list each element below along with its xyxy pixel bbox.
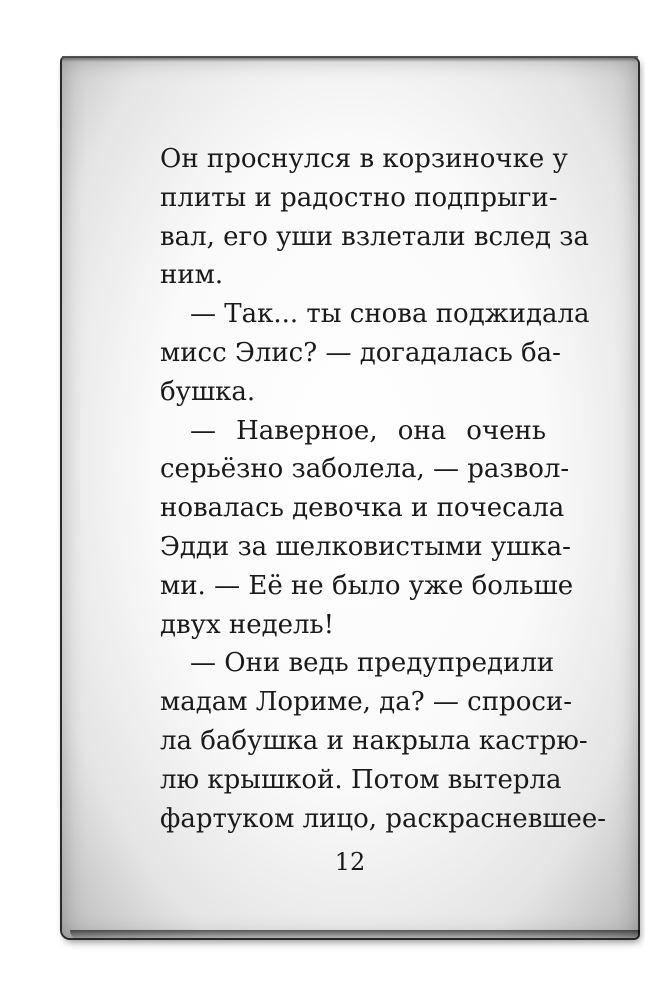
text-line: фартуком лицо, раскрасневшее- xyxy=(160,803,607,834)
paper-top-edge xyxy=(62,56,638,62)
text-line: мисс Элис? — догадалась ба- xyxy=(160,337,561,368)
text-line: Он проснулся в корзиночке у xyxy=(160,144,568,174)
text-line: — Они ведь предупредили xyxy=(190,648,555,679)
text-line: серьёзно заболела, — развол- xyxy=(160,454,570,485)
text-line: вал, его уши взлетали вслед за xyxy=(160,221,589,252)
text-line: ним. xyxy=(160,260,224,291)
text-line: бушка. xyxy=(160,376,256,407)
text-line: плиты и радостно подпрыги- xyxy=(160,182,558,213)
text-line: лю крышкой. Потом вытерла xyxy=(160,764,562,795)
text-line: новалась девочка и почесала xyxy=(160,493,565,524)
text-line: двух недель! xyxy=(160,609,335,640)
text-line: — Наверное, она очень xyxy=(190,415,546,446)
text-line: мадам Лориме, да? — спроси- xyxy=(160,687,573,718)
text-line: ми. — Её не было уже больше xyxy=(160,570,574,601)
paper-bottom-edge xyxy=(70,930,640,940)
text-line: — Так... ты снова поджидала xyxy=(190,299,590,330)
text-line: ла бабушка и накрыла кастрю- xyxy=(160,725,588,756)
text-line: Эдди за шелковистыми ушка- xyxy=(160,531,571,562)
page-number: 12 xyxy=(334,848,366,876)
body-text xyxy=(160,140,607,838)
